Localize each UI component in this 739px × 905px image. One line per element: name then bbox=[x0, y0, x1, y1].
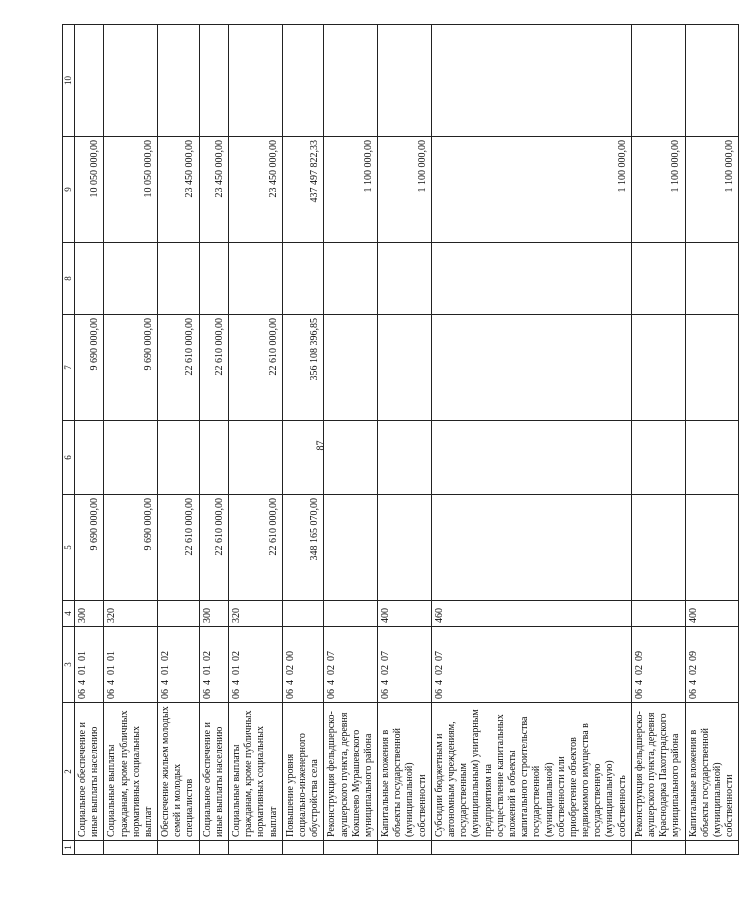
budget-code-part: 02 bbox=[687, 665, 699, 675]
row-index-cell bbox=[324, 841, 378, 855]
budget-code-part: 07 bbox=[433, 651, 445, 661]
amount-cell-c9: 23 450 000,00 bbox=[158, 137, 200, 243]
budget-code-part: 00 bbox=[284, 651, 296, 661]
budget-code-part: 01 bbox=[106, 651, 118, 661]
amount-cell-c5 bbox=[431, 495, 631, 601]
amount-cell-c8 bbox=[74, 243, 103, 315]
table-row bbox=[158, 25, 200, 855]
budget-code-part: 4 bbox=[76, 680, 88, 685]
row-index-cell bbox=[378, 841, 432, 855]
budget-code-part: 02 bbox=[633, 665, 645, 675]
expense-type-cell bbox=[158, 601, 200, 627]
table-row bbox=[685, 25, 739, 855]
budget-code-part: 01 bbox=[201, 665, 213, 675]
amount-cell-c8 bbox=[431, 243, 631, 315]
table-row bbox=[74, 25, 103, 855]
amount-cell-c5: 22 610 000,00 bbox=[158, 495, 200, 601]
budget-code-part: 01 bbox=[76, 665, 88, 675]
amount-cell-c10 bbox=[431, 25, 631, 137]
budget-code-part: 06 bbox=[326, 689, 338, 699]
budget-code-cell bbox=[324, 627, 378, 703]
amount-cell-c5 bbox=[685, 495, 739, 601]
amount-cell-c6 bbox=[282, 421, 324, 495]
expense-type-cell bbox=[631, 601, 685, 627]
budget-code-part: 4 bbox=[326, 680, 338, 685]
budget-code-part: 06 bbox=[160, 689, 172, 699]
budget-code-part: 02 bbox=[201, 651, 213, 661]
budget-code-cell bbox=[158, 627, 200, 703]
table-row bbox=[229, 25, 283, 855]
budget-code-cell bbox=[685, 627, 739, 703]
amount-cell-c8 bbox=[631, 243, 685, 315]
budget-code-cell bbox=[378, 627, 432, 703]
amount-cell-c6 bbox=[324, 421, 378, 495]
budget-code-cell bbox=[104, 627, 158, 703]
amount-cell-c6 bbox=[229, 421, 283, 495]
budget-code-part: 4 bbox=[201, 680, 213, 685]
amount-cell-c9: 1 100 000,00 bbox=[431, 137, 631, 243]
amount-cell-c9: 1 100 000,00 bbox=[378, 137, 432, 243]
amount-cell-c7 bbox=[685, 315, 739, 421]
item-name-cell: Социальное обеспечение и иные выплаты населению bbox=[199, 703, 228, 841]
row-index-cell bbox=[74, 841, 103, 855]
row-index-cell bbox=[282, 841, 324, 855]
budget-code-cell bbox=[74, 627, 103, 703]
amount-cell-c9: 23 450 000,00 bbox=[199, 137, 228, 243]
budget-code-part: 09 bbox=[687, 651, 699, 661]
amount-cell-c5 bbox=[324, 495, 378, 601]
budget-code-part: 4 bbox=[106, 680, 118, 685]
col-header-9: 9 bbox=[63, 137, 75, 243]
amount-cell-c6 bbox=[685, 421, 739, 495]
row-index-cell bbox=[631, 841, 685, 855]
amount-cell-c6 bbox=[199, 421, 228, 495]
budget-code-part: 02 bbox=[284, 665, 296, 675]
budget-code-cell bbox=[229, 627, 283, 703]
budget-code-part: 01 bbox=[160, 665, 172, 675]
amount-cell-c7: 22 610 000,00 bbox=[199, 315, 228, 421]
budget-code-part: 02 bbox=[380, 665, 392, 675]
budget-code-part: 4 bbox=[433, 680, 445, 685]
col-header-3: 3 bbox=[63, 627, 75, 703]
amount-cell-c5: 22 610 000,00 bbox=[199, 495, 228, 601]
amount-cell-c5 bbox=[378, 495, 432, 601]
budget-code-part: 06 bbox=[76, 689, 88, 699]
budget-code-part: 02 bbox=[231, 651, 243, 661]
budget-code-cell bbox=[199, 627, 228, 703]
budget-code-part: 06 bbox=[687, 689, 699, 699]
col-header-10: 10 bbox=[63, 25, 75, 137]
budget-code-part: 06 bbox=[633, 689, 645, 699]
budget-code-part: 4 bbox=[284, 680, 296, 685]
amount-cell-c8 bbox=[324, 243, 378, 315]
budget-code-part: 06 bbox=[284, 689, 296, 699]
amount-cell-c10 bbox=[631, 25, 685, 137]
header-row bbox=[63, 25, 75, 855]
col-header-4: 4 bbox=[63, 601, 75, 627]
amount-cell-c7: 9 690 000,00 bbox=[74, 315, 103, 421]
expense-type-cell: 460 bbox=[431, 601, 631, 627]
amount-cell-c9: 437 497 822,33 bbox=[282, 137, 324, 243]
budget-code-part: 01 bbox=[76, 651, 88, 661]
budget-code-part: 06 bbox=[433, 689, 445, 699]
table-row bbox=[631, 25, 685, 855]
amount-cell-c9: 1 100 000,00 bbox=[685, 137, 739, 243]
col-header-7: 7 bbox=[63, 315, 75, 421]
amount-cell-c7: 356 108 396,85 bbox=[282, 315, 324, 421]
amount-cell-c7 bbox=[431, 315, 631, 421]
budget-code-part: 02 bbox=[433, 665, 445, 675]
amount-cell-c10 bbox=[282, 25, 324, 137]
amount-cell-c5: 348 165 070,00 bbox=[282, 495, 324, 601]
amount-cell-c8 bbox=[199, 243, 228, 315]
amount-cell-c9: 23 450 000,00 bbox=[229, 137, 283, 243]
amount-cell-c5 bbox=[631, 495, 685, 601]
amount-cell-c9: 1 100 000,00 bbox=[631, 137, 685, 243]
amount-cell-c6 bbox=[74, 421, 103, 495]
row-index-cell bbox=[199, 841, 228, 855]
page-number: 87 bbox=[315, 440, 327, 451]
row-index-cell bbox=[685, 841, 739, 855]
budget-code-part: 4 bbox=[160, 680, 172, 685]
amount-cell-c10 bbox=[229, 25, 283, 137]
amount-cell-c8 bbox=[282, 243, 324, 315]
expense-type-cell: 400 bbox=[685, 601, 739, 627]
budget-code-part: 4 bbox=[687, 680, 699, 685]
amount-cell-c5: 9 690 000,00 bbox=[74, 495, 103, 601]
budget-code-part: 02 bbox=[160, 651, 172, 661]
budget-code-part: 06 bbox=[106, 689, 118, 699]
item-name-cell: Социальные выплаты гражданам, кроме публичных нормативных социальных выплат bbox=[229, 703, 283, 841]
amount-cell-c7: 9 690 000,00 bbox=[104, 315, 158, 421]
expense-type-cell: 320 bbox=[229, 601, 283, 627]
amount-cell-c9: 10 050 000,00 bbox=[74, 137, 103, 243]
amount-cell-c6 bbox=[631, 421, 685, 495]
item-name-cell: Субсидии бюджетным и автономным учреждениям, государственным (муниципальным) унитарным предприятиям на осуществление капитальных вложений в объекты капитального строительства государственной (муниципальной) собственности или приобретение объектов недвижимого имущества в государственную (муниципальную) собственность bbox=[431, 703, 631, 841]
amount-cell-c10 bbox=[104, 25, 158, 137]
col-header-6: 6 bbox=[63, 421, 75, 495]
item-name-cell: Реконструкция фельдшерско-акушерского пункта, деревня Краснодарка Пахотградского муниципального района bbox=[631, 703, 685, 841]
col-header-1: 1 bbox=[63, 841, 75, 855]
table-row bbox=[324, 25, 378, 855]
budget-table-container bbox=[62, 25, 736, 855]
budget-code-cell bbox=[431, 627, 631, 703]
amount-cell-c6 bbox=[378, 421, 432, 495]
amount-cell-c5: 22 610 000,00 bbox=[229, 495, 283, 601]
amount-cell-c10 bbox=[74, 25, 103, 137]
table-body bbox=[74, 25, 738, 855]
amount-cell-c7: 22 610 000,00 bbox=[229, 315, 283, 421]
amount-cell-c9: 1 100 000,00 bbox=[324, 137, 378, 243]
budget-code-part: 01 bbox=[106, 665, 118, 675]
budget-table bbox=[62, 24, 739, 855]
item-name-cell: Социальные выплаты гражданам, кроме публичных нормативных социальных выплат bbox=[104, 703, 158, 841]
table-row bbox=[282, 25, 324, 855]
amount-cell-c6 bbox=[158, 421, 200, 495]
item-name-cell: Капитальные вложения в объекты государственной (муниципальной) собственности bbox=[378, 703, 432, 841]
budget-code-cell bbox=[282, 627, 324, 703]
expense-type-cell bbox=[324, 601, 378, 627]
amount-cell-c7 bbox=[378, 315, 432, 421]
table-row bbox=[378, 25, 432, 855]
amount-cell-c5: 9 690 000,00 bbox=[104, 495, 158, 601]
item-name-cell: Капитальные вложения в объекты государственной (муниципальной) собственности bbox=[685, 703, 739, 841]
budget-code-part: 4 bbox=[633, 680, 645, 685]
table-row bbox=[199, 25, 228, 855]
amount-cell-c10 bbox=[158, 25, 200, 137]
budget-code-cell bbox=[631, 627, 685, 703]
amount-cell-c10 bbox=[378, 25, 432, 137]
amount-cell-c8 bbox=[104, 243, 158, 315]
amount-cell-c6 bbox=[431, 421, 631, 495]
row-index-cell bbox=[431, 841, 631, 855]
amount-cell-c7: 22 610 000,00 bbox=[158, 315, 200, 421]
row-index-cell bbox=[104, 841, 158, 855]
item-name-cell: Реконструкция фельдшерско-акушерского пункта, деревня Кокшеево Мурашевского муниципального района bbox=[324, 703, 378, 841]
expense-type-cell bbox=[282, 601, 324, 627]
amount-cell-c7 bbox=[631, 315, 685, 421]
amount-cell-c10 bbox=[324, 25, 378, 137]
budget-code-part: 07 bbox=[380, 651, 392, 661]
row-index-cell bbox=[158, 841, 200, 855]
amount-cell-c8 bbox=[229, 243, 283, 315]
item-name-cell: Обеспечение жильем молодых семей и молодых специалистов bbox=[158, 703, 200, 841]
col-header-2: 2 bbox=[63, 703, 75, 841]
expense-type-cell: 300 bbox=[199, 601, 228, 627]
budget-code-part: 06 bbox=[201, 689, 213, 699]
col-header-8: 8 bbox=[63, 243, 75, 315]
budget-code-part: 06 bbox=[231, 689, 243, 699]
budget-code-part: 4 bbox=[380, 680, 392, 685]
amount-cell-c8 bbox=[378, 243, 432, 315]
budget-code-part: 07 bbox=[326, 651, 338, 661]
item-name-cell: Социальное обеспечение и иные выплаты населению bbox=[74, 703, 103, 841]
table-row bbox=[104, 25, 158, 855]
amount-cell-c8 bbox=[685, 243, 739, 315]
budget-code-part: 4 bbox=[231, 680, 243, 685]
amount-cell-c10 bbox=[685, 25, 739, 137]
amount-cell-c10 bbox=[199, 25, 228, 137]
amount-cell-c6 bbox=[104, 421, 158, 495]
expense-type-cell: 320 bbox=[104, 601, 158, 627]
item-name-cell: Повышение уровня социально-инженерного обустройства села bbox=[282, 703, 324, 841]
col-header-5: 5 bbox=[63, 495, 75, 601]
budget-code-part: 06 bbox=[380, 689, 392, 699]
budget-code-part: 02 bbox=[326, 665, 338, 675]
budget-code-part: 09 bbox=[633, 651, 645, 661]
expense-type-cell: 400 bbox=[378, 601, 432, 627]
budget-code-part: 01 bbox=[231, 665, 243, 675]
amount-cell-c8 bbox=[158, 243, 200, 315]
row-index-cell bbox=[229, 841, 283, 855]
amount-cell-c9: 10 050 000,00 bbox=[104, 137, 158, 243]
amount-cell-c7 bbox=[324, 315, 378, 421]
table-row bbox=[431, 25, 631, 855]
expense-type-cell: 300 bbox=[74, 601, 103, 627]
